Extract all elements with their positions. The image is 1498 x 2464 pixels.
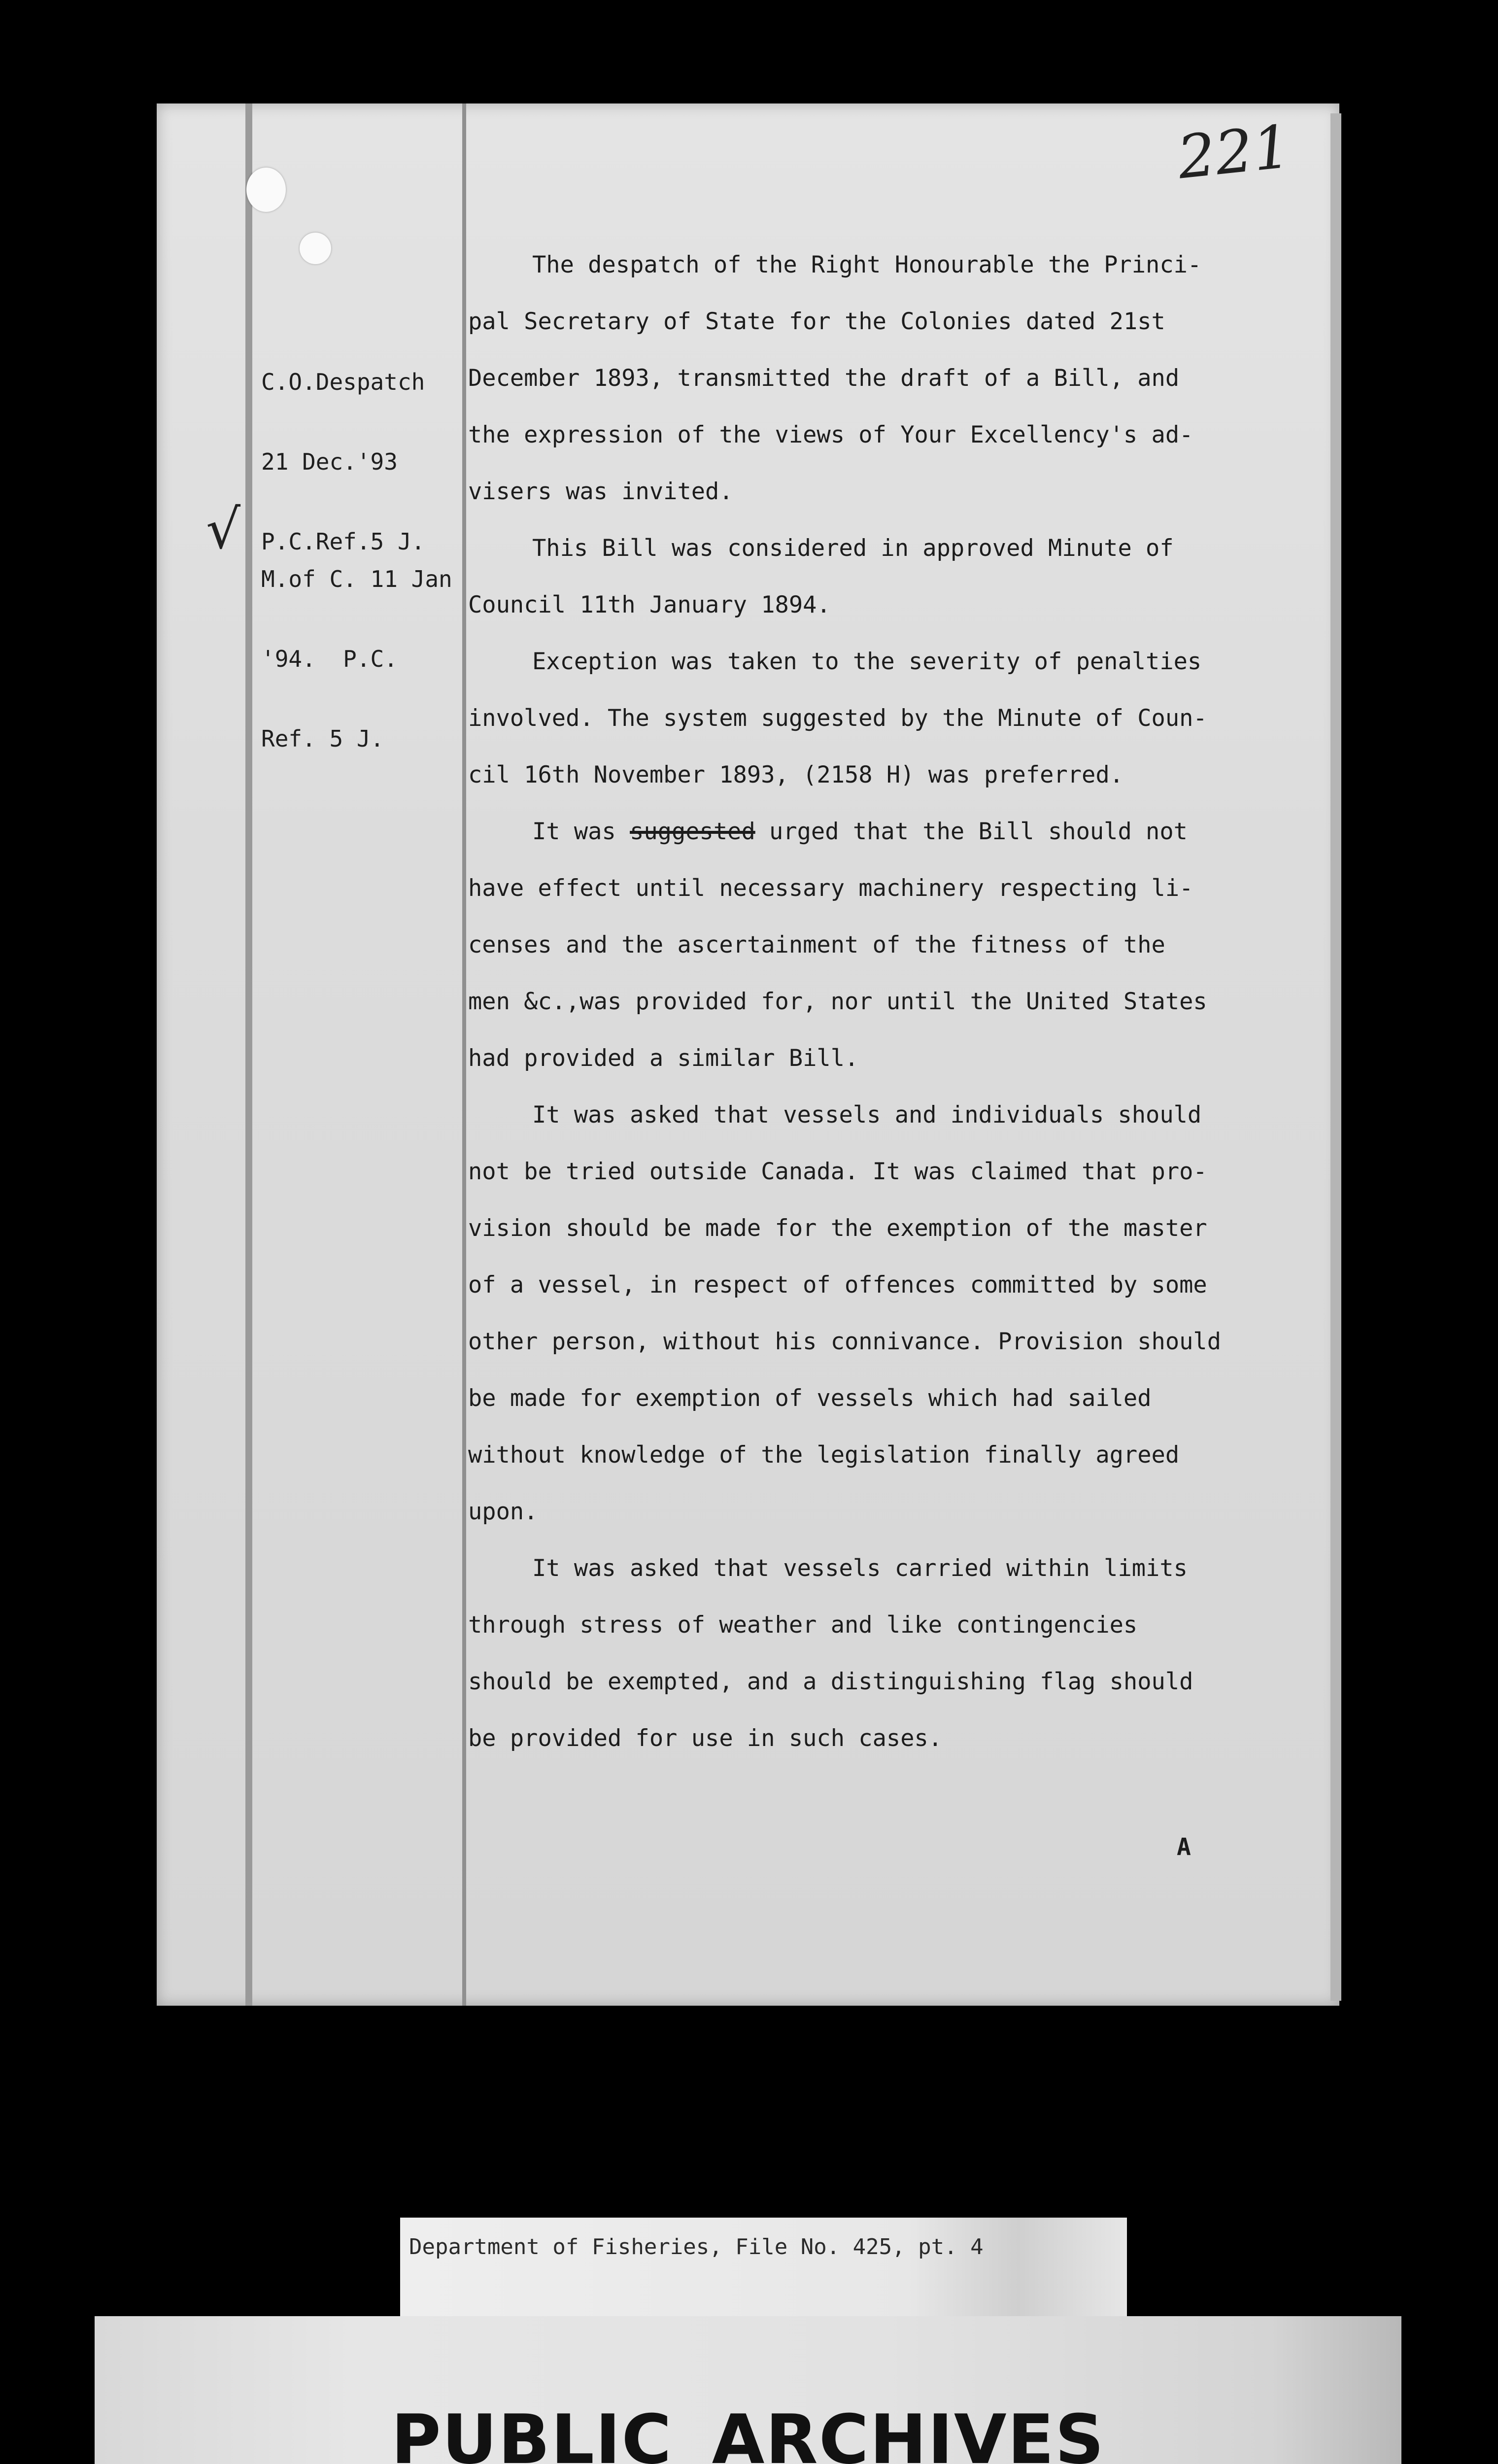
margin-note-minute [261,513,468,779]
paragraph-urged [468,803,1306,1087]
paragraph-despatch [468,237,1306,520]
paragraph-exception [468,633,1306,803]
text-line: cil 16th November 1893, (2158 H) was preferred. [468,761,1124,788]
text-line: be provided for use in such cases. [468,1725,943,1752]
department-file-text: Department of Fisheries, File No. 425, pt. 4 [409,2234,984,2259]
text-line: vision should be made for the exemption of the master [468,1215,1207,1242]
paragraph-weather [468,1540,1306,1767]
handwritten-tick-mark: √ [206,498,241,561]
margin-note-line: Ref. 5 J. [261,725,384,752]
text-line: It was asked that vessels and individuals should [532,1101,1202,1129]
text-line: censes and the ascertainment of the fitness of the [468,931,1165,958]
text-fragment: urged that the Bill should not [755,818,1188,845]
margin-rule-left [245,103,252,2006]
margin-note-line: C.O.Despatch [261,369,425,395]
text-line: men &c.,was provided for, nor until the United States [468,988,1207,1015]
margin-note-line: P.C.Ref.5 J. [261,528,425,555]
text-line: Council 11th January 1894. [468,591,831,618]
paragraph-bill-considered [468,520,1306,633]
paragraph-vessels-tried [468,1087,1306,1540]
text-line: be made for exemption of vessels which had sailed [468,1385,1152,1412]
text-line: of a vessel, in respect of offences committed by some [468,1271,1207,1299]
punch-hole-top [246,168,286,212]
margin-note-line: '94. P.C. [261,646,398,672]
text-line: through stress of weather and like contingencies [468,1611,1138,1639]
text-line: the expression of the views of Your Excellency's ad- [468,421,1193,448]
page-edge-shadow [1330,113,1341,2001]
text-line: visers was invited. [468,478,733,505]
text-line: not be tried outside Canada. It was claimed that pro- [468,1158,1207,1185]
text-line: other person, without his connivance. Provision should [468,1328,1222,1355]
handwritten-page-number: 221 [1174,112,1294,193]
text-line: had provided a similar Bill. [468,1045,859,1072]
margin-note-line: 21 Dec.'93 [261,448,398,475]
text-line: It was asked that vessels carried within limits [532,1555,1188,1582]
text-line: pal Secretary of State for the Colonies dated 21st [468,308,1165,335]
text-line: Exception was taken to the severity of penalties [532,648,1202,675]
text-line: upon. [468,1498,538,1525]
text-fragment: It was [532,818,630,845]
page-letter: A [1177,1833,1191,1861]
archives-card [95,2316,1401,2464]
text-line-with-strikeout [468,803,1306,860]
text-line: without knowledge of the legislation finally agreed [468,1441,1180,1469]
text-line: involved. The system suggested by the Minute of Coun- [468,705,1207,732]
typed-body-text [468,237,1306,1767]
margin-note-line: M.of C. 11 Jan [261,566,452,592]
archives-title-english: PUBLIC ARCHIVES [391,2400,1105,2464]
punch-hole-lower [300,233,331,264]
text-line: This Bill was considered in approved Minute of [532,535,1174,562]
text-line: have effect until necessary machinery respecting li- [468,875,1193,902]
text-line: December 1893, transmitted the draft of a Bill, and [468,365,1180,392]
department-file-label [400,2218,1127,2316]
text-line: The despatch of the Right Honourable the Princi- [532,251,1202,278]
text-line: should be exempted, and a distinguishing flag should [468,1668,1193,1695]
struck-out-word: suggested [630,818,755,845]
